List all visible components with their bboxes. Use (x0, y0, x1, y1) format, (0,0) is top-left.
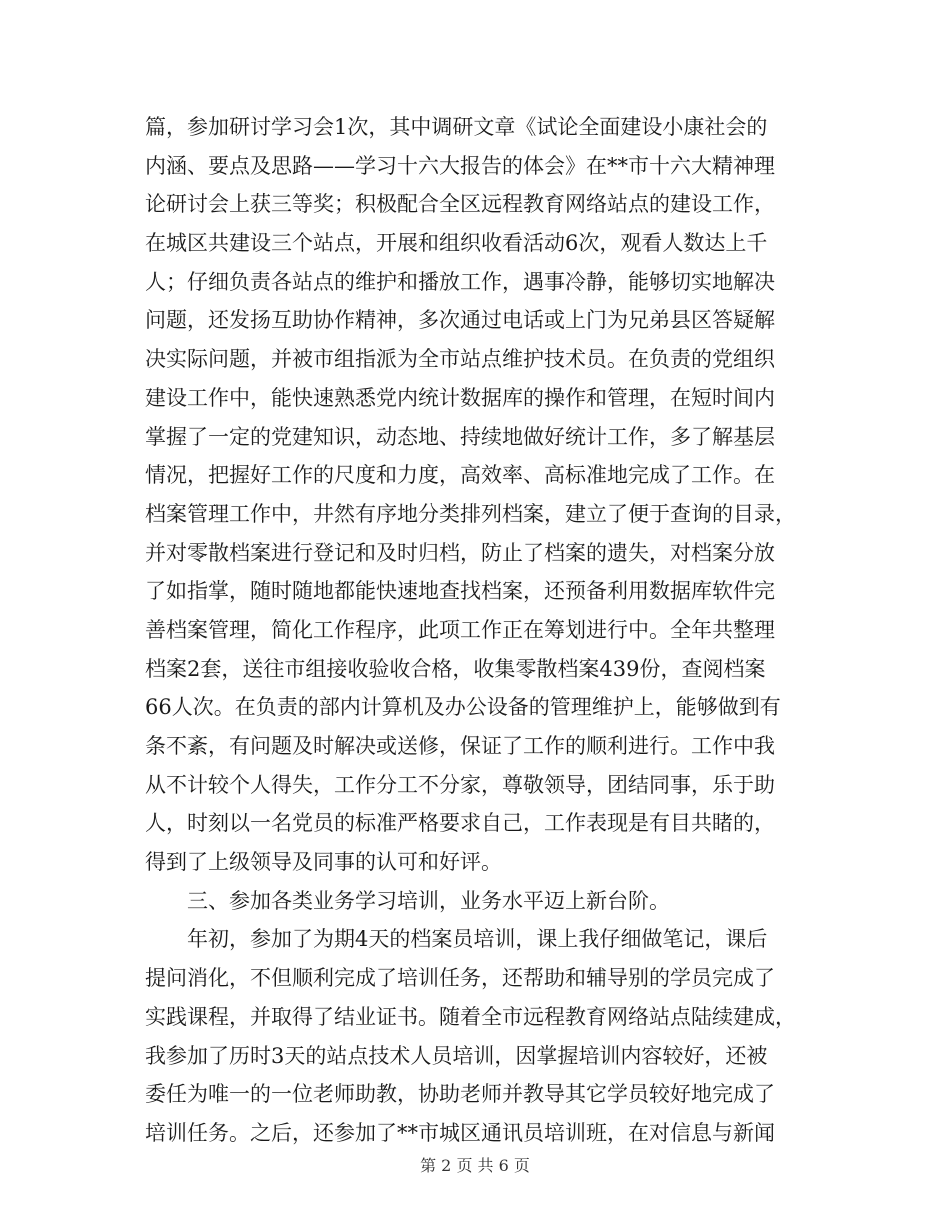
text-line: 论研讨会上获三等奖；积极配合全区远程教育网络站点的建设工作， (145, 192, 775, 217)
text-line: 实践课程，并取得了结业证书。随着全市远程教育网络站点陆续建成， (145, 1004, 796, 1029)
text-line: 篇，参加研讨学习会1次，其中调研文章《试论全面建设小康社会的 (145, 115, 768, 139)
text-line: 条不紊，有问题及时解决或送修，保证了工作的顺利进行。工作中我 (145, 734, 775, 758)
body-text (145, 108, 805, 1153)
text-line: 在城区共建设三个站点，开展和组织收看活动6次，观看人数达上千 (145, 231, 768, 256)
text-line: 培训任务。之后，还参加了**市城区通讯员培训班，在对信息与新闻 (145, 1120, 775, 1145)
text-line: 并对零散档案进行登记和及时归档，防止了档案的遗失，对档案分放 (145, 540, 775, 565)
text-line: 人，时刻以一名党员的标准严格要求自己，工作表现是有目共睹的， (145, 811, 775, 836)
page-number-footer: 第 2 页 共 6 页 (420, 1156, 530, 1175)
text-line: 提问消化，不但顺利完成了培训任务，还帮助和辅导别的学员完成了 (145, 966, 775, 991)
text-line: 年初，参加了为期4天的档案员培训，课上我仔细做笔记，课后 (145, 927, 768, 952)
text-line: 人；仔细负责各站点的维护和播放工作，遇事冷静，能够切实地解决 (145, 269, 775, 294)
text-line: 档案管理工作中，井然有序地分类排列档案，建立了便于查询的目录， (145, 501, 796, 526)
text-line: 问题，还发扬互助协作精神，多次通过电话或上门为兄弟县区答疑解 (145, 308, 775, 333)
text-line: 情况，把握好工作的尺度和力度，高效率、高标准地完成了工作。在 (145, 463, 775, 488)
text-line: 内涵、要点及思路——学习十六大报告的体会》在**市十六大精神理 (145, 153, 775, 178)
text-line: 66人次。在负责的部内计算机及办公设备的管理维护上，能够做到有 (145, 695, 781, 720)
text-line: 从不计较个人得失，工作分工不分家，尊敬领导，团结同事，乐于助 (145, 772, 775, 797)
text-line: 得到了上级领导及同事的认可和好评。 (145, 850, 502, 875)
text-line: 我参加了历时3天的站点技术人员培训，因掌握培训内容较好，还被 (145, 1043, 768, 1068)
section-heading: 三、参加各类业务学习培训，业务水平迈上新台阶。 (145, 888, 670, 913)
text-line: 了如指掌，随时随地都能快速地查找档案，还预备利用数据库软件完 (145, 579, 775, 604)
text-line: 善档案管理，简化工作程序，此项工作正在筹划进行中。全年共整理 (145, 617, 775, 642)
text-line: 档案2套，送往市组接收验收合格，收集零散档案439份，查阅档案 (145, 656, 766, 681)
text-line: 建设工作中，能快速熟悉党内统计数据库的操作和管理，在短时间内 (145, 385, 775, 410)
text-line: 掌握了一定的党建知识，动态地、持续地做好统计工作，多了解基层 (145, 424, 775, 449)
text-line: 委任为唯一的一位老师助教，协助老师并教导其它学员较好地完成了 (145, 1082, 775, 1107)
text-line: 决实际问题，并被市组指派为全市站点维护技术员。在负责的党组织 (145, 347, 775, 372)
